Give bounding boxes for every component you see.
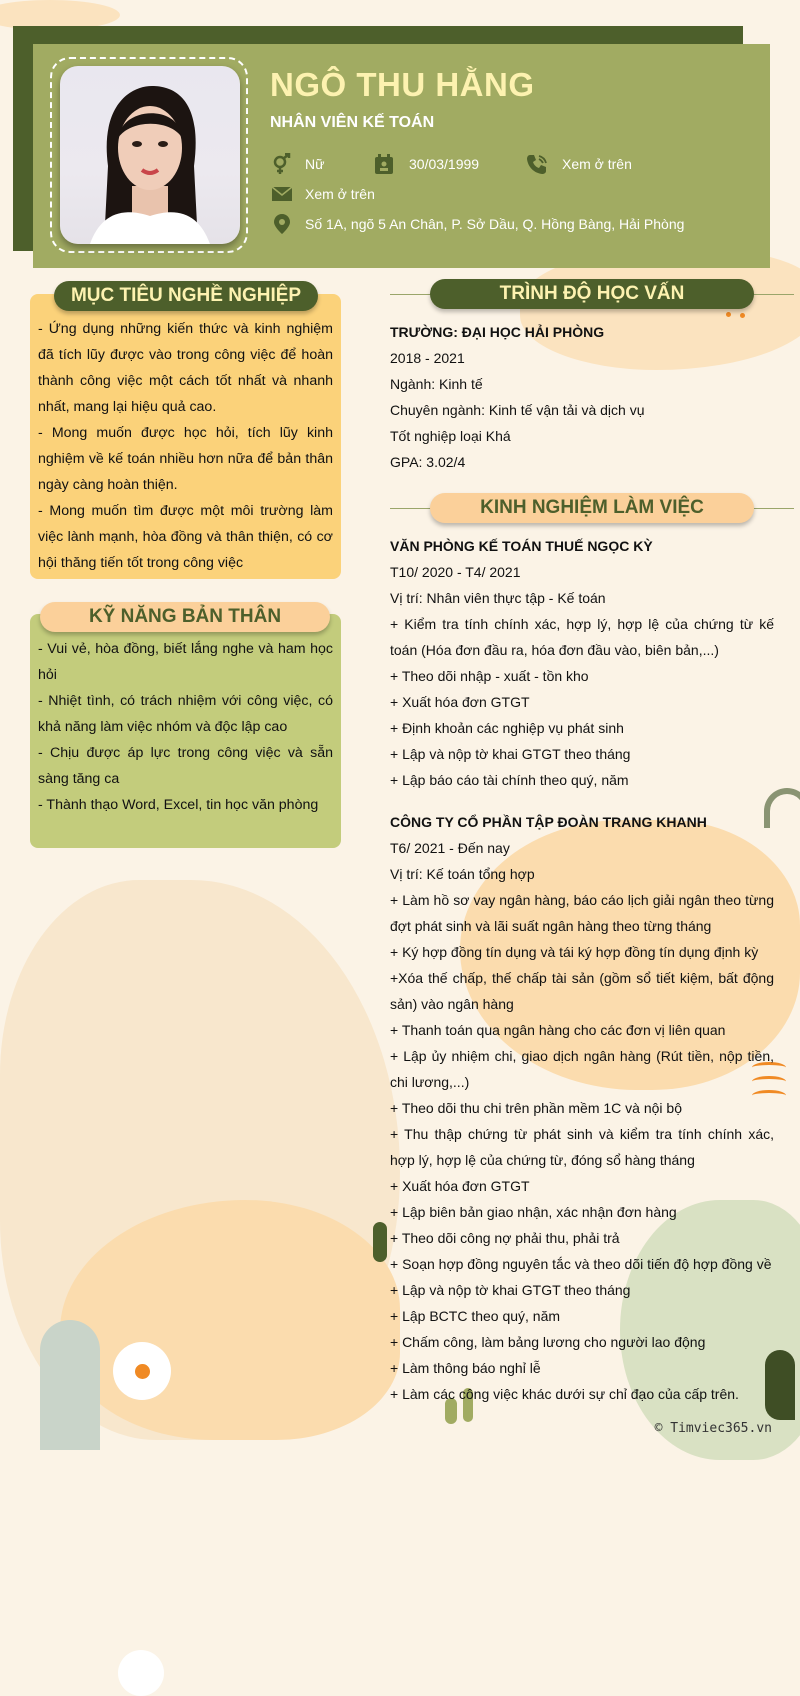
education-grade: Tốt nghiệp loại Khá xyxy=(390,428,511,444)
job-task: + Thu thập chứng từ phát sinh và kiểm tra tính chính xác, hợp lý, hợp lệ của chứng từ, đóng sổ hàng tháng xyxy=(390,1126,774,1168)
education-gpa: GPA: 3.02/4 xyxy=(390,454,466,470)
location-icon xyxy=(271,213,293,235)
objective-item: - Mong muốn được học hỏi, tích lũy kinh nghiệm về kế toán nhiều hơn nữa để bản thân ngày càng hoàn thiện. xyxy=(38,425,333,493)
decor-flower-center xyxy=(135,1364,150,1379)
job-task: + Lập báo cáo tài chính theo quý, năm xyxy=(390,772,629,788)
job-task: + Làm các công việc khác dưới sự chỉ đạo của cấp trên. xyxy=(390,1386,739,1402)
experience-job xyxy=(390,809,774,1407)
decor-flower xyxy=(118,1650,164,1696)
job-task: + Thanh toán qua ngân hàng cho các đơn vị liên quan xyxy=(390,1022,726,1038)
experience-job xyxy=(390,533,774,793)
job-task: + Xuất hóa đơn GTGT xyxy=(390,1178,530,1194)
job-task: + Lập BCTC theo quý, năm xyxy=(390,1308,561,1324)
decor-blob xyxy=(40,1320,100,1450)
job-title: NHÂN VIÊN KẾ TOÁN xyxy=(270,114,435,131)
skills-title: KỸ NĂNG BẢN THÂN xyxy=(40,602,330,632)
skill-item: - Nhiệt tình, có trách nhiệm với công việc, có khả năng làm việc nhóm và độc lập cao xyxy=(38,693,333,735)
job-task: + Kiểm tra tính chính xác, hợp lý, hợp lệ của chứng từ kế toán (Hóa đơn đầu ra, hóa đơn đầu vào, biên bản,...) xyxy=(390,616,774,658)
objective-box xyxy=(30,294,341,579)
skills-box xyxy=(30,614,341,848)
job-period: T10/ 2020 - T4/ 2021 xyxy=(390,564,521,580)
avatar xyxy=(60,66,240,244)
job-task: + Ký hợp đồng tín dụng và tái ký hợp đồng tín dụng định kỳ xyxy=(390,944,759,960)
job-task: + Xuất hóa đơn GTGT xyxy=(390,694,530,710)
job-period: T6/ 2021 - Đến nay xyxy=(390,840,510,856)
birthday-value: 30/03/1999 xyxy=(409,156,480,172)
job-task: + Theo dõi nhập - xuất - tồn kho xyxy=(390,668,589,684)
objective-title: MỤC TIÊU NGHỀ NGHIỆP xyxy=(54,281,318,311)
job-task: + Làm hồ sơ vay ngân hàng, báo cáo lịch giải ngân theo từng đợt phát sinh và lãi suất ngân hàng theo từng tháng xyxy=(390,892,774,934)
candidate-name: NGÔ THU HẰNG xyxy=(270,66,535,103)
school-name: TRƯỜNG: ĐẠI HỌC HẢI PHÒNG xyxy=(390,324,605,340)
company-name: VĂN PHÒNG KẾ TOÁN THUẾ NGỌC KỲ xyxy=(390,538,653,554)
decor-dots xyxy=(740,313,745,318)
skill-item: - Thành thạo Word, Excel, tin học văn phòng xyxy=(38,797,319,813)
education-section xyxy=(390,319,774,475)
education-specialty: Chuyên ngành: Kinh tế vận tải và dịch vụ xyxy=(390,402,645,418)
job-task: +Xóa thế chấp, thế chấp tài sản (gồm sổ tiết kiệm, bất động sản) vào ngân hàng xyxy=(390,970,774,1012)
job-task: + Làm thông báo nghỉ lễ xyxy=(390,1360,541,1376)
job-position: Vị trí: Nhân viên thực tập - Kế toán xyxy=(390,590,606,606)
copyright-watermark: © Timviec365.vn xyxy=(654,1421,772,1436)
job-task: + Theo dõi công nợ phải thu, phải trả xyxy=(390,1230,620,1246)
job-task: + Soạn hợp đồng nguyên tắc và theo dõi tiến độ hợp đồng về xyxy=(390,1256,772,1272)
decor-dots xyxy=(726,312,731,317)
decor-leaf xyxy=(373,1222,387,1262)
education-years: 2018 - 2021 xyxy=(390,350,465,366)
job-task: + Theo dõi thu chi trên phần mềm 1C và nội bộ xyxy=(390,1100,682,1116)
phone-icon xyxy=(526,153,548,175)
job-task: + Chấm công, làm bảng lương cho người lao động xyxy=(390,1334,706,1350)
skill-item: - Vui vẻ, hòa đồng, biết lắng nghe và ham học hỏi xyxy=(38,641,333,683)
objective-item: - Mong muốn tìm được một môi trường làm việc lành mạnh, hòa đồng và thân thiện, có cơ hội thăng tiến tốt trong công việc xyxy=(38,503,333,571)
company-name: CÔNG TY CỔ PHẦN TẬP ĐOÀN TRANG KHANH xyxy=(390,814,707,830)
gender-value: Nữ xyxy=(305,156,325,172)
objective-item: - Ứng dụng những kiến thức và kinh nghiệm đã tích lũy được vào trong công việc để hoàn thành công việc một cách tốt nhất và nhanh nhất, mang lại hiệu quả cao. xyxy=(38,321,333,415)
gender-icon xyxy=(271,153,293,175)
email-icon xyxy=(271,183,293,205)
job-task: + Lập biên bản giao nhận, xác nhận đơn hàng xyxy=(390,1204,677,1220)
education-title: TRÌNH ĐỘ HỌC VẤN xyxy=(430,279,754,309)
job-task: + Định khoản các nghiệp vụ phát sinh xyxy=(390,720,624,736)
job-task: + Lập và nộp tờ khai GTGT theo tháng xyxy=(390,746,631,762)
experience-title: KINH NGHIỆM LÀM VIỆC xyxy=(430,493,754,523)
skill-item: - Chịu được áp lực trong công việc và sẵn sàng tăng ca xyxy=(38,745,333,787)
email-value: Xem ở trên xyxy=(305,186,375,202)
job-task: + Lập ủy nhiệm chi, giao dịch ngân hàng (Rút tiền, nộp tiền, chi lương,...) xyxy=(390,1048,774,1090)
address-value: Số 1A, ngõ 5 An Chân, P. Sở Dầu, Q. Hồng Bàng, Hải Phòng xyxy=(305,216,685,232)
calendar-icon xyxy=(373,153,395,175)
education-major: Ngành: Kinh tế xyxy=(390,376,483,392)
job-task: + Lập và nộp tờ khai GTGT theo tháng xyxy=(390,1282,631,1298)
job-position: Vị trí: Kế toán tổng hợp xyxy=(390,866,535,882)
phone-value: Xem ở trên xyxy=(562,156,632,172)
